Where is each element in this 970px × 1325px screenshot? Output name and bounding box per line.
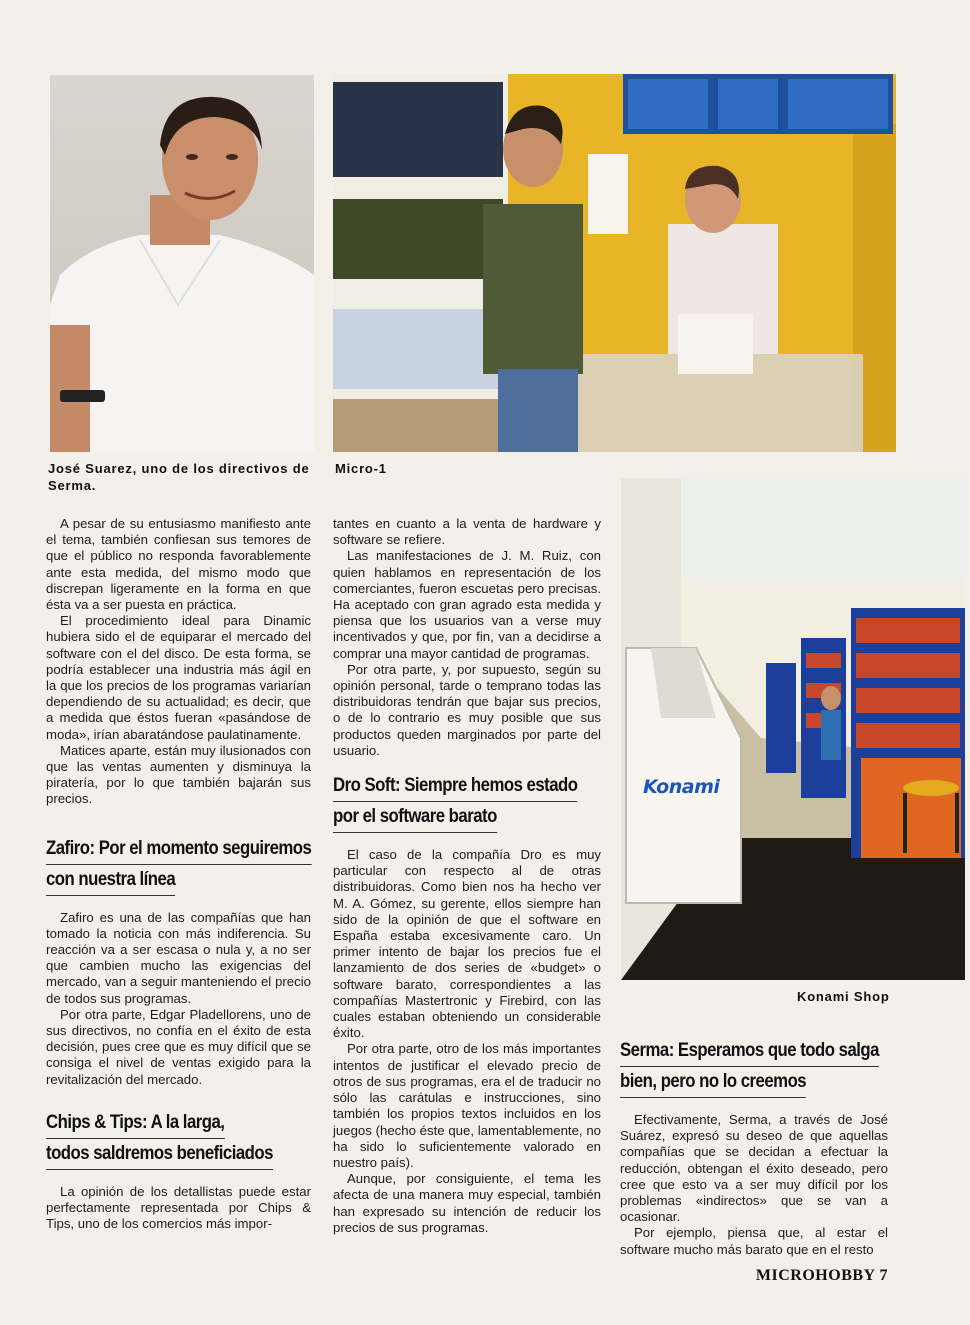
heading-line: por el software barato [333,802,497,833]
photo-konami-shop [621,478,965,980]
paragraph: tantes en cuanto a la venta de hardware y software se refiere. [333,516,601,548]
portrait-illustration [50,75,314,452]
heading-line: bien, pero no lo creemos [620,1067,806,1098]
heading-line: Zafiro: Por el momento seguiremos [46,834,311,865]
paragraph: A pesar de su entusiasmo manifiesto ante el tema, también confiesan sus temores de que el público no responda favorablemente ante esta medida, del mismo modo que discrepan ligeramente en la forma en que ésta va a ser puesta en práctica. [46,516,311,613]
paragraph: Efectivamente, Serma, a través de José Suárez, expresó su deseo de que aquellas compañías que se decidan a efectuar la reducción, obtengan el éxito deseado, pero cree que esto va a ser muy difícil por los problemas «indirectos» que se van a ocasionar. [620,1112,888,1225]
konami-shop-illustration [621,478,965,980]
konami-sign: Konami [643,776,720,798]
section-heading-zafiro [46,834,312,896]
article-column-2 [333,516,601,1236]
article-column-3 [620,1022,888,1258]
photo-jose-suarez [50,75,314,452]
paragraph: Matices aparte, están muy ilusionados con que las ventas aumenten y disminuya la piratería, por lo que también bajarán sus precios. [46,742,311,807]
paragraph: Por otra parte, y, por supuesto, según su opinión personal, tarde o temprano todas las distribuidoras tendrán que bajar sus precios, o de lo contrario es muy posible que sus productos queden marginados por parte del usuario. [333,661,601,758]
paragraph: Por ejemplo, piensa que, al estar el software mucho más barato que en el resto [620,1225,888,1257]
paragraph: Las manifestaciones de J. M. Ruiz, con quien hablamos en representación de los comerciantes, fueron escuetas pero precisas. Ha aceptado con gran agrado esta medida y piensa que los usuarios van a verse muy incentivados y que, por fin, van a decidirse a comprar una mayor cantidad de programas. [333,548,601,661]
heading-line: con nuestra línea [46,865,175,896]
paragraph: Por otra parte, otro de los más importantes intentos de justificar el elevado precio de otros de sus programas, era el de traducir no sólo las carátulas e instrucciones, sino también los propios textos incluidos en los juegos (hecho éste que, lamentablemente, no ha sido lo suficientemente valorado en nuestro país). [333,1041,601,1170]
paragraph: El caso de la compañía Dro es muy particular con respecto al de otras distribuidoras. Como bien nos ha hecho ver M. A. Gómez, su gerente, ellos siempre han sido de la opinión de que el software en España estaba excesivamente caro. Un primer intento de bajar los precios fue el lanzamiento de dos series de «budget» o software barato, correspondientes a las compañías Mastertronic y Firebird, con las cuales estaban obteniendo un considerable éxito. [333,847,601,1041]
paragraph: Aunque, por consiguiente, el tema les afecta de una manera muy especial, también han expresado su intención de reducir los precios de sus programas. [333,1171,601,1235]
caption-micro1: Micro-1 [335,461,387,476]
article-column-1 [46,516,311,1233]
heading-line: todos saldremos beneficiados [46,1139,273,1170]
section-heading-dro-soft [333,771,578,833]
paragraph: Por otra parte, Edgar Pladellorens, uno de sus directivos, no confía en el éxito de esta decisión, pues cree que es muy difícil que se consiga el nivel de ventas exigido para la revitalización del mercado. [46,1006,311,1087]
paragraph: Zafiro es una de las compañías que han tomado la noticia con más indiferencia. Su reacción va a ser escasa o nula y, a no ser que cambien mucho las exigencias del mercado, van a seguir manteniendo el precio de todos sus programas. [46,909,311,1006]
section-heading-chips-tips [46,1108,274,1170]
page-footer: MICROHOBBY 7 [755,1267,888,1284]
photo-micro1-store [333,74,896,452]
heading-line: Chips & Tips: A la larga, [46,1108,224,1139]
heading-line: Serma: Esperamos que todo salga [620,1036,879,1067]
heading-line: Dro Soft: Siempre hemos estado [333,771,578,802]
paragraph: El procedimiento ideal para Dinamic hubiera sido el de equiparar el mercado del software con el del disco. De esta forma, se podría establecer una industria más ágil en la que los precios de los programas variarían dependiendo de su actualidad; es decir, que a medida que éstos fueran «pasándose de moda», irían abaratándose paulatinamente. [46,613,311,742]
caption-konami-shop: Konami Shop [797,989,890,1004]
store-illustration [333,74,896,452]
caption-jose-suarez: José Suarez, uno de los directivos de Serma. [48,461,310,493]
section-heading-serma [620,1036,879,1098]
paragraph: La opinión de los detallistas puede estar perfectamente representada por Chips & Tips, uno de los comercios más impor- [46,1183,311,1232]
